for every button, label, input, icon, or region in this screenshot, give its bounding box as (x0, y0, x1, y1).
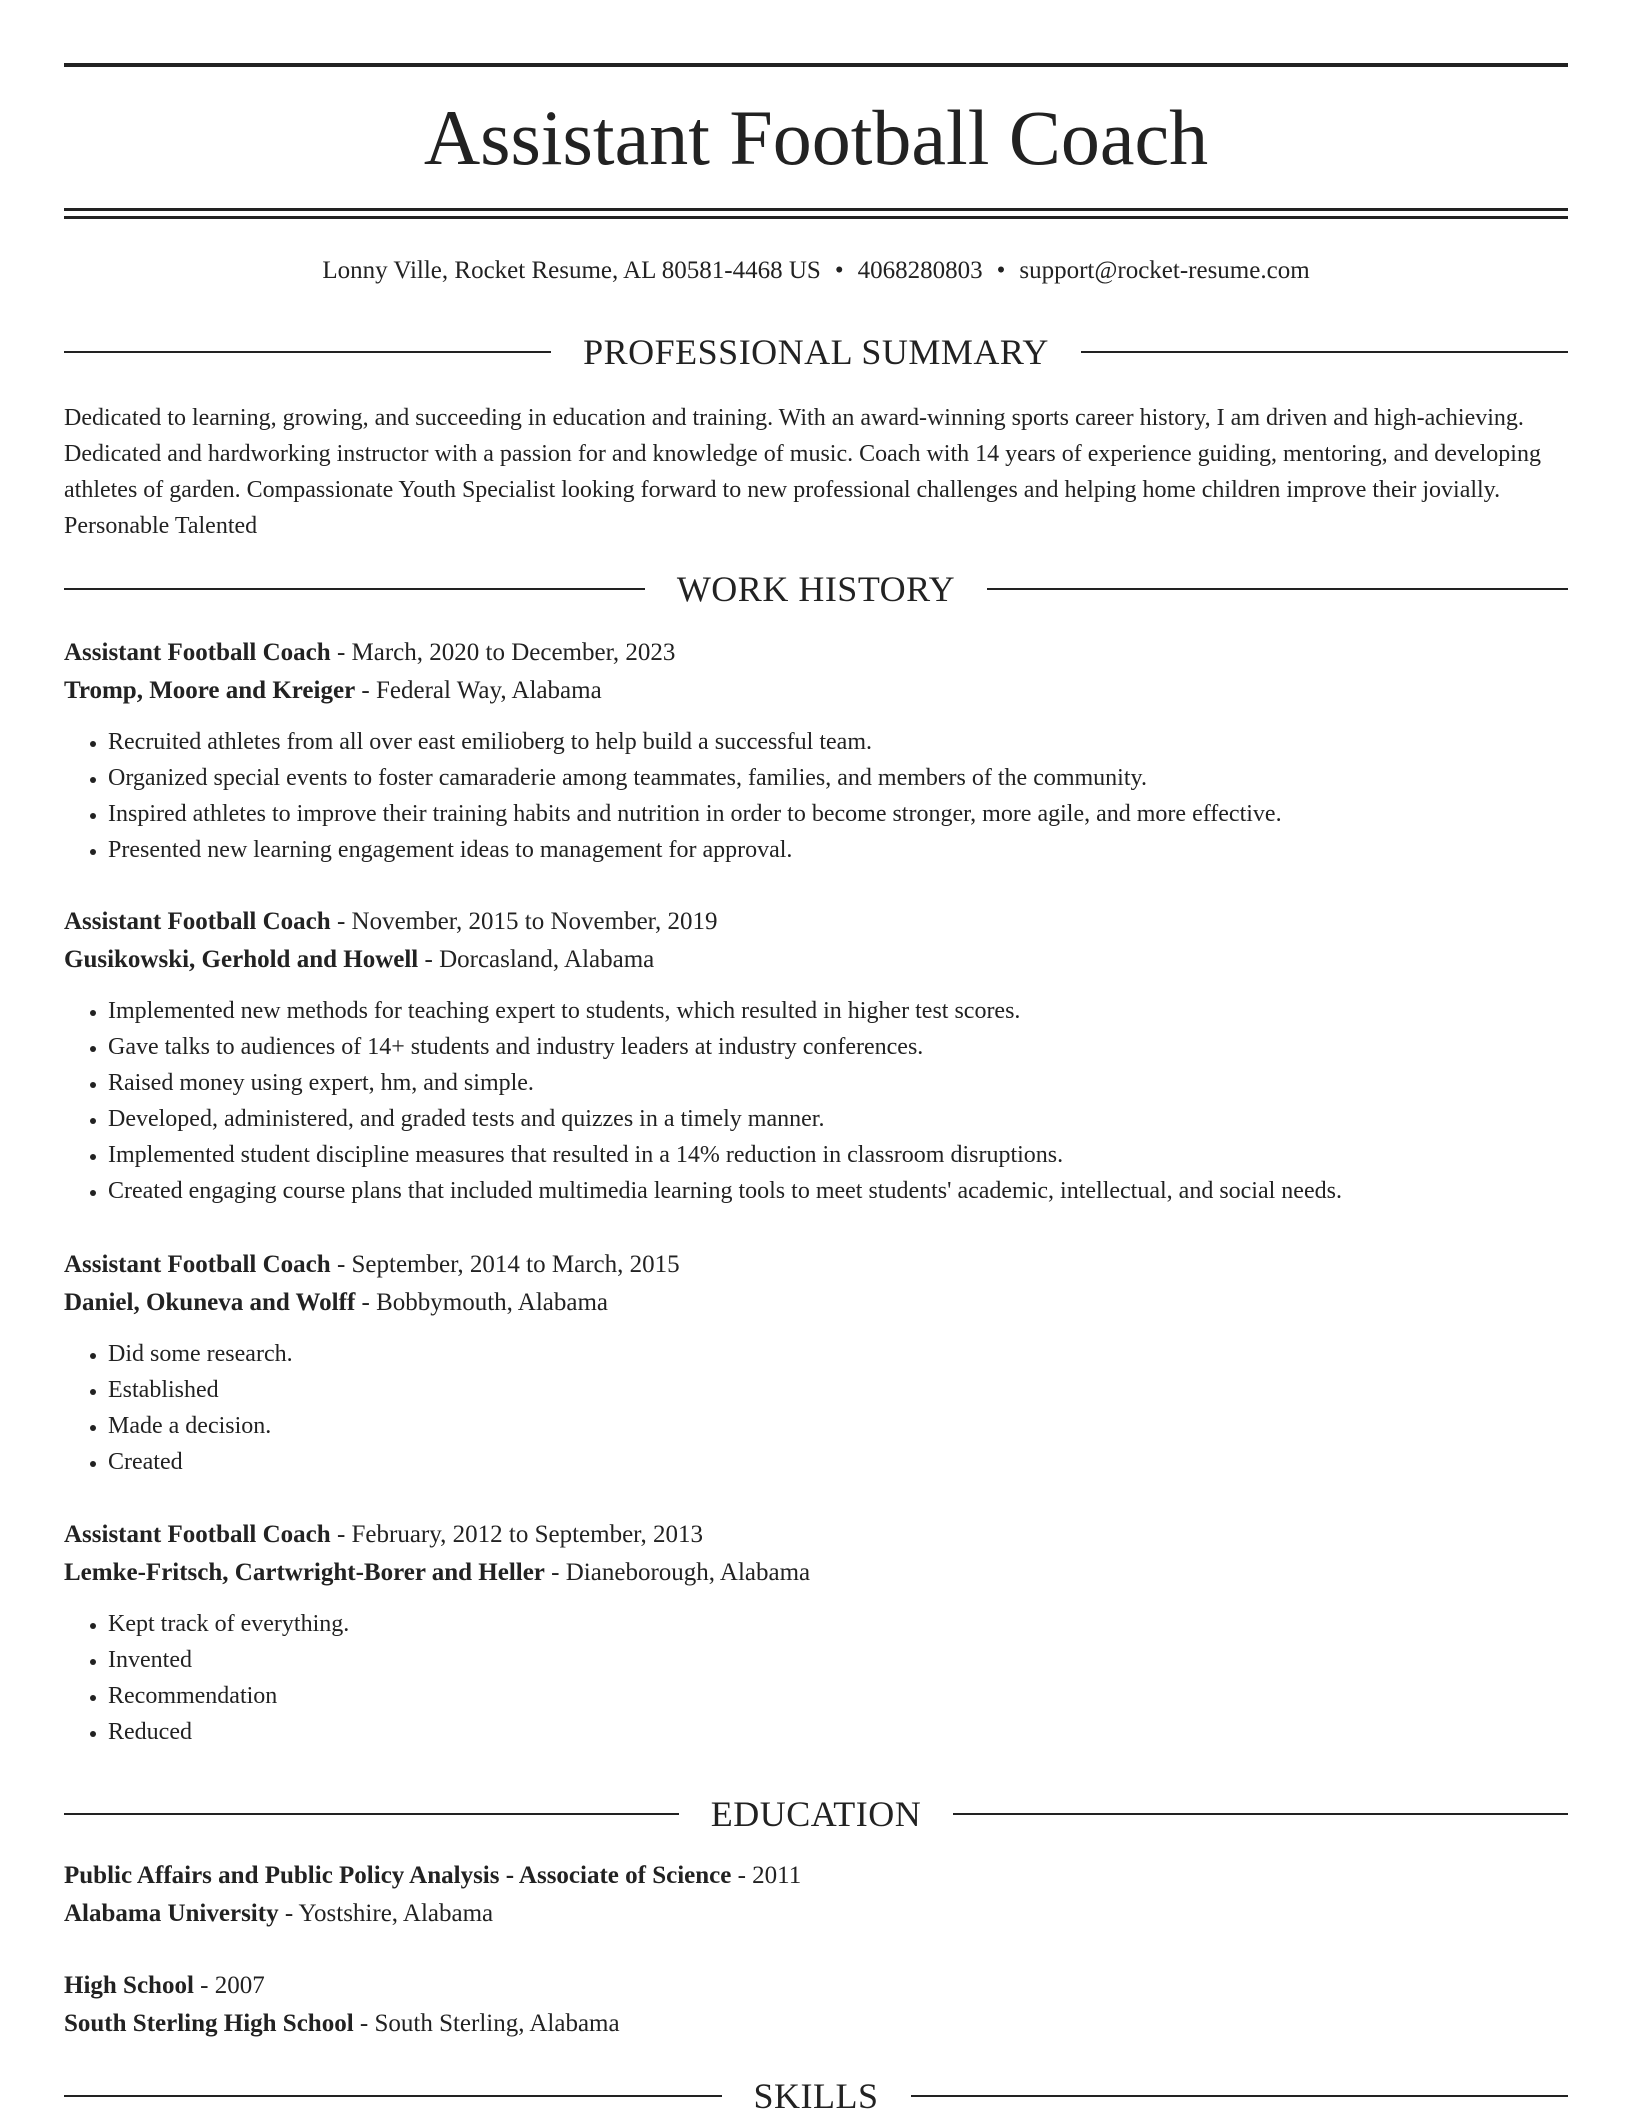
contact-separator: • (834, 257, 844, 284)
education-degree: Public Affairs and Public Policy Analysis - Associate of Science (64, 1862, 732, 1889)
job-title: Assistant Football Coach (64, 908, 331, 935)
job-bullets (64, 1606, 1568, 1750)
section-title: WORK HISTORY (676, 569, 956, 609)
job-company-line (64, 1554, 1568, 1592)
summary-paragraph: Dedicated to learning, growing, and succeeding in education and training. With an award-winning sports career history, I am driven and high-achieving. Dedicated and hardworking instructor with a passion for and knowledge of music. Coach with 14 years of experience guiding, mentoring, and developing athletes of garden. Compassionate Youth Specialist looking forward to new professional challenges and helping home children improve their jovially. Personable Talented (64, 405, 1541, 539)
job-bullets (64, 724, 1568, 868)
job-title-line (64, 1516, 1568, 1554)
contact-line (64, 254, 1568, 288)
section-title: EDUCATION (710, 1794, 922, 1834)
job-location: - Bobbymouth, Alabama (355, 1289, 609, 1316)
education-school-line (64, 1895, 1568, 1933)
job-bullet: • Recruited athletes from all over east emilioberg to help build a successful team. (108, 724, 1568, 760)
job-title: Assistant Football Coach (64, 1521, 331, 1548)
job-bullet: • Presented new learning engagement ideas to management for approval. (108, 832, 1568, 868)
divider (987, 588, 1568, 590)
job-title-line (64, 634, 1568, 672)
job-bullet: • Recommendation (108, 1678, 1568, 1714)
job-dates: - September, 2014 to March, 2015 (330, 1251, 680, 1278)
job-company-line (64, 941, 1568, 979)
job-bullet: • Kept track of everything. (108, 1606, 1568, 1642)
job-bullet: • Implemented student discipline measures that resulted in a 14% reduction in classroom disruptions. (108, 1137, 1568, 1173)
education-school-line (64, 2005, 1568, 2043)
job-title-line (64, 903, 1568, 941)
section-heading-summary (64, 332, 1568, 372)
education-entry (64, 1857, 1568, 1933)
job-location: - Dorcasland, Alabama (418, 946, 655, 973)
education-year: - 2007 (193, 1972, 265, 1999)
divider (1081, 351, 1568, 353)
job-bullet: • Created (108, 1444, 1568, 1480)
job-entry (64, 1246, 1568, 1480)
job-bullet: • Organized special events to foster camaraderie among teammates, families, and members of the community. (108, 760, 1568, 796)
divider (64, 588, 645, 590)
job-title-line (64, 1246, 1568, 1284)
education-degree-line (64, 1967, 1568, 2005)
divider (64, 351, 551, 353)
resume-name: Assistant Football Coach (423, 94, 1209, 181)
job-company: Lemke-Fritsch, Cartwright-Borer and Heller (64, 1559, 545, 1586)
education-location: - Yostshire, Alabama (278, 1900, 494, 1927)
divider (953, 1813, 1568, 1815)
job-dates: - November, 2015 to November, 2019 (330, 908, 718, 935)
section-title: SKILLS (753, 2076, 879, 2116)
education-degree-line (64, 1857, 1568, 1895)
job-dates: - March, 2020 to December, 2023 (330, 639, 676, 666)
job-bullet: • Inspired athletes to improve their training habits and nutrition in order to become stronger, more agile, and more effective. (108, 796, 1568, 832)
education-school: South Sterling High School (64, 2010, 354, 2037)
job-bullet: • Developed, administered, and graded tests and quizzes in a timely manner. (108, 1101, 1568, 1137)
job-bullet: • Reduced (108, 1714, 1568, 1750)
education-year: - 2011 (731, 1862, 802, 1889)
section-heading-work (64, 569, 1568, 609)
job-bullet: • Did some research. (108, 1336, 1568, 1372)
job-bullet: • Gave talks to audiences of 14+ students and industry leaders at industry conferences. (108, 1029, 1568, 1065)
divider (64, 1813, 679, 1815)
job-bullets (64, 993, 1568, 1209)
header-rule-secondary (64, 216, 1568, 219)
job-company-line (64, 1284, 1568, 1322)
contact-separator: • (996, 257, 1006, 284)
job-bullet: • Invented (108, 1642, 1568, 1678)
education-school: Alabama University (64, 1900, 279, 1927)
job-location: - Dianeborough, Alabama (544, 1559, 811, 1586)
job-bullet: • Raised money using expert, hm, and simple. (108, 1065, 1568, 1101)
job-entry (64, 903, 1568, 1209)
job-company: Gusikowski, Gerhold and Howell (64, 946, 419, 973)
job-bullets (64, 1336, 1568, 1480)
section-heading-education (64, 1794, 1568, 1834)
job-title: Assistant Football Coach (64, 1251, 331, 1278)
job-title: Assistant Football Coach (64, 639, 331, 666)
section-heading-skills (64, 2076, 1568, 2116)
job-location: - Federal Way, Alabama (355, 677, 602, 704)
job-company-line (64, 672, 1568, 710)
job-dates: - February, 2012 to September, 2013 (330, 1521, 703, 1548)
job-bullet: • Created engaging course plans that included multimedia learning tools to meet students' academic, intellectual, and social needs. (108, 1173, 1568, 1209)
contact-address: Lonny Ville, Rocket Resume, AL 80581-4468 US (322, 257, 821, 284)
education-degree: High School (64, 1972, 194, 1999)
contact-email: support@rocket-resume.com (1019, 257, 1310, 284)
divider (64, 2095, 722, 2097)
education-location: - South Sterling, Alabama (353, 2010, 620, 2037)
job-bullet: • Established (108, 1372, 1568, 1408)
job-bullet: • Made a decision. (108, 1408, 1568, 1444)
top-rule (64, 63, 1568, 67)
job-company: Tromp, Moore and Kreiger (64, 677, 356, 704)
section-title: PROFESSIONAL SUMMARY (583, 332, 1049, 372)
header-rule (64, 208, 1568, 211)
contact-phone: 4068280803 (857, 257, 983, 284)
job-entry (64, 1516, 1568, 1750)
job-bullet: • Implemented new methods for teaching expert to students, which resulted in higher test scores. (108, 993, 1568, 1029)
education-entry (64, 1967, 1568, 2043)
job-company: Daniel, Okuneva and Wolff (64, 1289, 356, 1316)
divider (911, 2095, 1569, 2097)
job-entry (64, 634, 1568, 868)
